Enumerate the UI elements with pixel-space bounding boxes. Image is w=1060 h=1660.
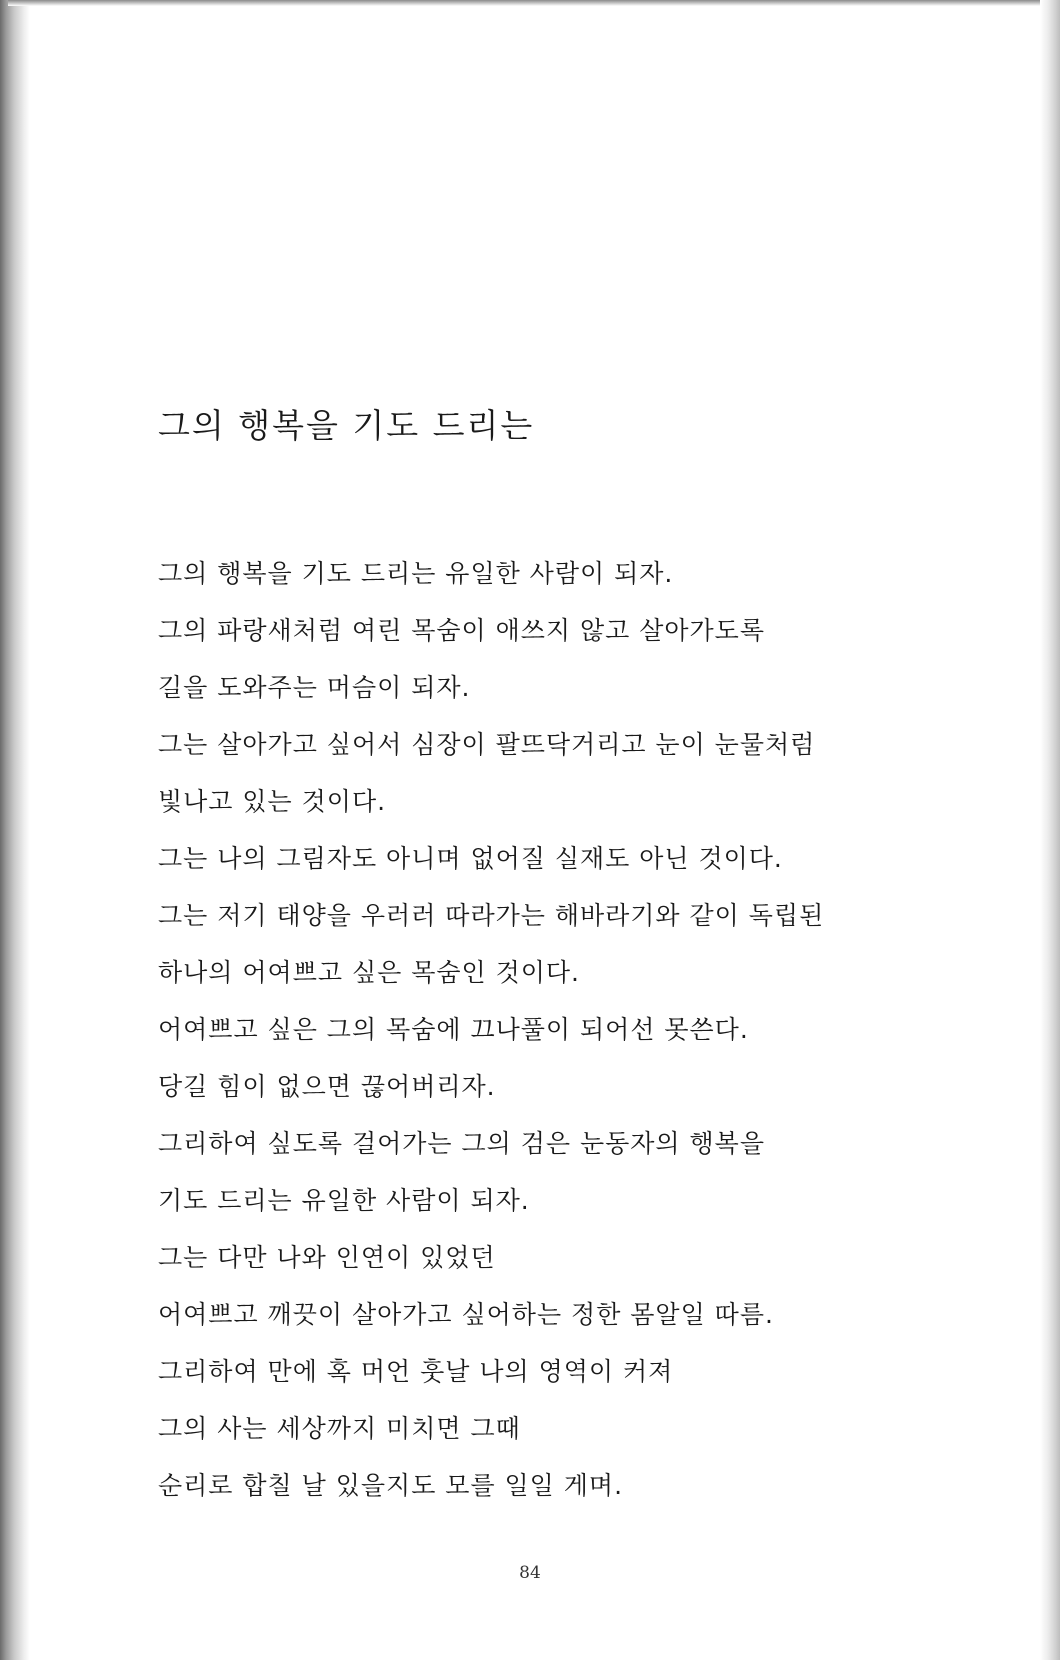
poem-line: 하나의 어여쁘고 싶은 목숨인 것이다.: [158, 958, 580, 987]
poem-line: 그는 나의 그림자도 아니며 없어질 실재도 아닌 것이다.: [158, 844, 783, 873]
poem-title: 그의 행복을 기도 드리는: [158, 406, 535, 445]
poem-line: 당길 힘이 없으면 끊어버리자.: [158, 1072, 496, 1101]
book-spine-edge: [0, 0, 30, 1660]
poem-line: 그리하여 싶도록 걸어가는 그의 검은 눈동자의 행복을: [158, 1129, 765, 1158]
poem-line: 그는 저기 태양을 우러러 따라가는 해바라기와 같이 독립된: [158, 901, 825, 930]
poem-line: 빛나고 있는 것이다.: [158, 787, 387, 816]
poem-line: 그의 사는 세상까지 미치면 그때: [158, 1414, 521, 1443]
page-right-shadow: [1040, 0, 1060, 1660]
page-number: 84: [519, 1563, 541, 1583]
poem-line: 그의 파랑새처럼 여린 목숨이 애쓰지 않고 살아가도록: [158, 616, 765, 645]
poem-line: 길을 도와주는 머슴이 되자.: [158, 673, 471, 702]
poem-line: 그는 살아가고 싶어서 심장이 팔뜨닥거리고 눈이 눈물처럼: [158, 730, 816, 759]
poem-line: 그는 다만 나와 인연이 있었던: [158, 1243, 496, 1272]
poem-line: 기도 드리는 유일한 사람이 되자.: [158, 1186, 530, 1215]
poem-line: 순리로 합칠 날 있을지도 모를 일일 게며.: [158, 1471, 624, 1500]
poem-line: 그의 행복을 기도 드리는 유일한 사람이 되자.: [158, 559, 674, 588]
poem-line: 그리하여 만에 혹 머언 훗날 나의 영역이 커져: [158, 1357, 674, 1386]
poem-body: [158, 558, 1018, 1527]
poem-line: 어여쁘고 싶은 그의 목숨에 끄나풀이 되어선 못쓴다.: [158, 1015, 749, 1044]
poem-line: 어여쁘고 깨끗이 살아가고 싶어하는 정한 몸알일 따름.: [158, 1300, 774, 1329]
page-top-edge: [8, 0, 1060, 6]
